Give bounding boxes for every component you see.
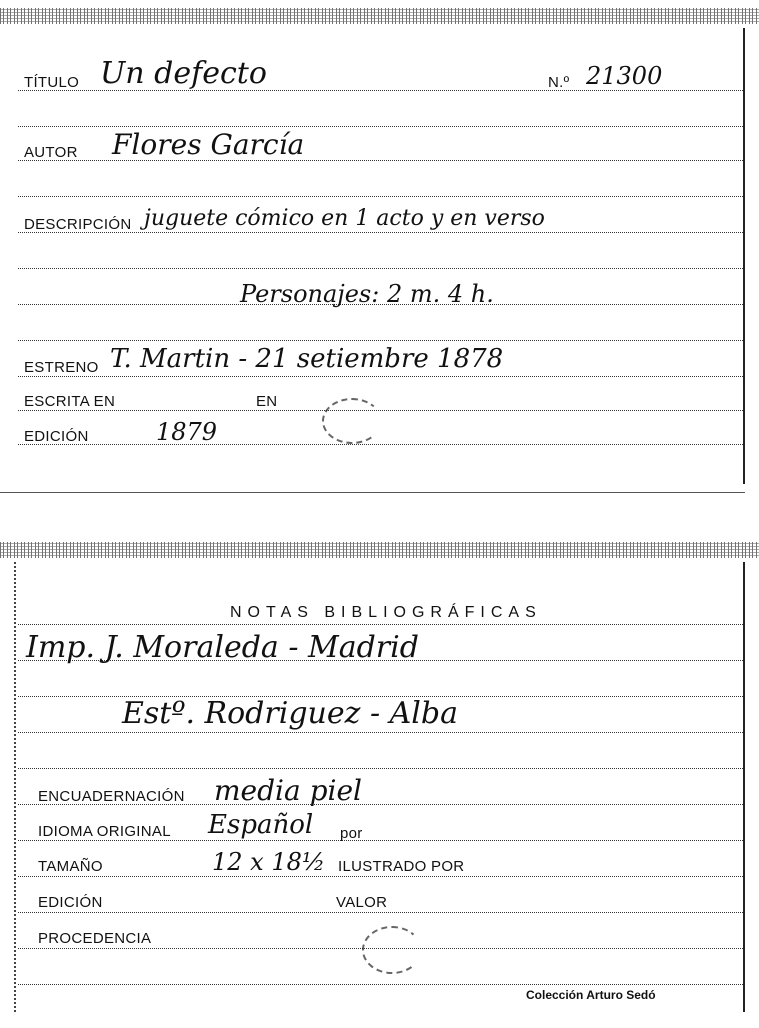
- establecimiento-line: [18, 732, 743, 733]
- titulo-label: TÍTULO: [24, 74, 80, 91]
- line-b-last: [18, 984, 743, 985]
- edicion-line: [18, 444, 743, 445]
- personajes-value: Personajes: 2 m. 4 h.: [240, 280, 494, 308]
- idioma-label: IDIOMA ORIGINAL: [38, 823, 171, 840]
- line-6: [18, 268, 743, 269]
- escrita-label: ESCRITA EN: [24, 393, 116, 410]
- establecimiento-value: Estº. Rodriguez - Alba: [122, 696, 458, 731]
- scan-noise-top: [0, 8, 759, 24]
- library-stamp-mark-back: [362, 926, 422, 974]
- autor-value: Flores García: [112, 128, 305, 161]
- collection-credit: Colección Arturo Sedó: [526, 988, 656, 1002]
- edicion-b-line: [18, 912, 743, 913]
- descripcion-value: juguete cómico en 1 acto y en verso: [144, 206, 545, 231]
- edicion-value: 1879: [156, 418, 218, 446]
- tamano-value: 12 x 18½: [212, 848, 326, 876]
- encuadernacion-label: ENCUADERNACIÓN: [38, 788, 185, 805]
- line-b5: [18, 768, 743, 769]
- estreno-line: [18, 376, 743, 377]
- titulo-value: Un defecto: [100, 56, 267, 91]
- numero-label: N.º: [548, 74, 570, 91]
- en-label: EN: [256, 393, 278, 410]
- line-2: [18, 126, 743, 127]
- encuadernacion-value: media piel: [214, 774, 362, 807]
- descripcion-label: DESCRIPCIÓN: [24, 216, 132, 233]
- edicion-label: EDICIÓN: [24, 428, 89, 445]
- imprenta-value: Imp. J. Moraleda - Madrid: [26, 630, 419, 665]
- scan-noise-bottom: [0, 542, 759, 558]
- notas-heading: NOTAS BIBLIOGRÁFICAS: [230, 604, 542, 621]
- notas-line: [18, 624, 743, 625]
- procedencia-label: PROCEDENCIA: [38, 930, 152, 947]
- numero-value: 21300: [586, 62, 663, 90]
- card-divider: [0, 492, 745, 493]
- idioma-line: [18, 840, 743, 841]
- autor-label: AUTOR: [24, 144, 78, 161]
- estreno-label: ESTRENO: [24, 359, 99, 376]
- edicion-b-label: EDICIÓN: [38, 894, 103, 911]
- tamano-line: [18, 876, 743, 877]
- escrita-line: [18, 410, 743, 411]
- line-4: [18, 196, 743, 197]
- por-label: por: [340, 825, 363, 842]
- line-8: [18, 340, 743, 341]
- valor-label: VALOR: [336, 894, 388, 911]
- idioma-value: Español: [208, 810, 314, 840]
- ilustrado-label: ILUSTRADO POR: [338, 858, 465, 875]
- estreno-value: T. Martin - 21 setiembre 1878: [110, 344, 504, 374]
- tamano-label: TAMAÑO: [38, 858, 103, 875]
- library-stamp-mark: [322, 398, 382, 444]
